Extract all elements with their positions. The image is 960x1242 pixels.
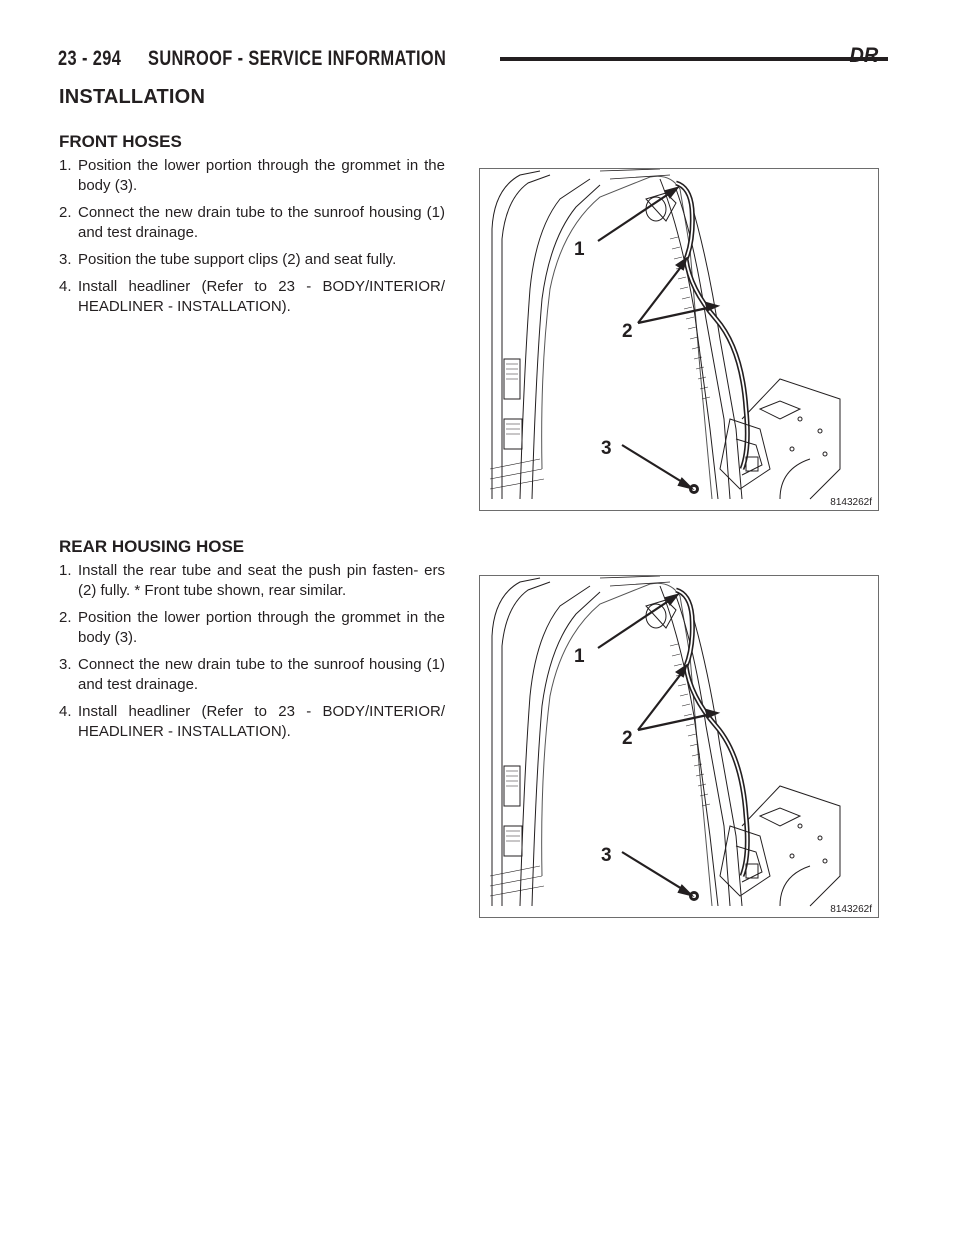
callout-3: 3	[601, 845, 612, 866]
header-rule	[500, 57, 888, 61]
section-title: SUNROOF - SERVICE INFORMATION	[148, 47, 447, 70]
page-number: 23 - 294	[58, 47, 122, 70]
step-item: 2. Position the lower portion through the grommet in the body (3).	[59, 609, 445, 646]
step-item: 3. Connect the new drain tube to the sunroof housing (1) and test drainage.	[59, 656, 445, 693]
callout-2: 2	[622, 321, 633, 342]
step-item: 3. Position the tube support clips (2) and seat fully.	[59, 251, 397, 268]
figure-code: 8143262f	[830, 497, 872, 508]
step-item: 1. Install the rear tube and seat the push pin fasten- ers (2) fully. * Front tube shown, rear similar.	[59, 562, 445, 599]
step-item: 4. Install headliner (Refer to 23 - BODY/INTERIOR/ HEADLINER - INSTALLATION).	[59, 703, 445, 740]
front-hoses-steps	[59, 156, 445, 324]
front-hoses-figure	[479, 168, 879, 511]
model-code: DR	[849, 44, 878, 67]
page-header	[58, 44, 878, 74]
callout-2: 2	[622, 728, 633, 749]
callout-1: 1	[574, 646, 585, 667]
drain-tube-illustration	[480, 169, 878, 510]
step-item: 4. Install headliner (Refer to 23 - BODY/INTERIOR/ HEADLINER - INSTALLATION).	[59, 278, 445, 315]
figure-code: 8143262f	[830, 904, 872, 915]
front-hoses-heading: FRONT HOSES	[59, 132, 182, 151]
rear-housing-hose-heading: REAR HOUSING HOSE	[59, 537, 245, 556]
rear-housing-hose-figure	[479, 575, 879, 918]
installation-heading: INSTALLATION	[59, 86, 206, 108]
step-item: 2. Connect the new drain tube to the sunroof housing (1) and test drainage.	[59, 204, 445, 241]
rear-housing-hose-steps	[59, 561, 445, 749]
callout-1: 1	[574, 239, 585, 260]
drain-tube-illustration	[480, 576, 878, 917]
step-item: 1. Position the lower portion through the grommet in the body (3).	[59, 157, 445, 194]
callout-3: 3	[601, 438, 612, 459]
